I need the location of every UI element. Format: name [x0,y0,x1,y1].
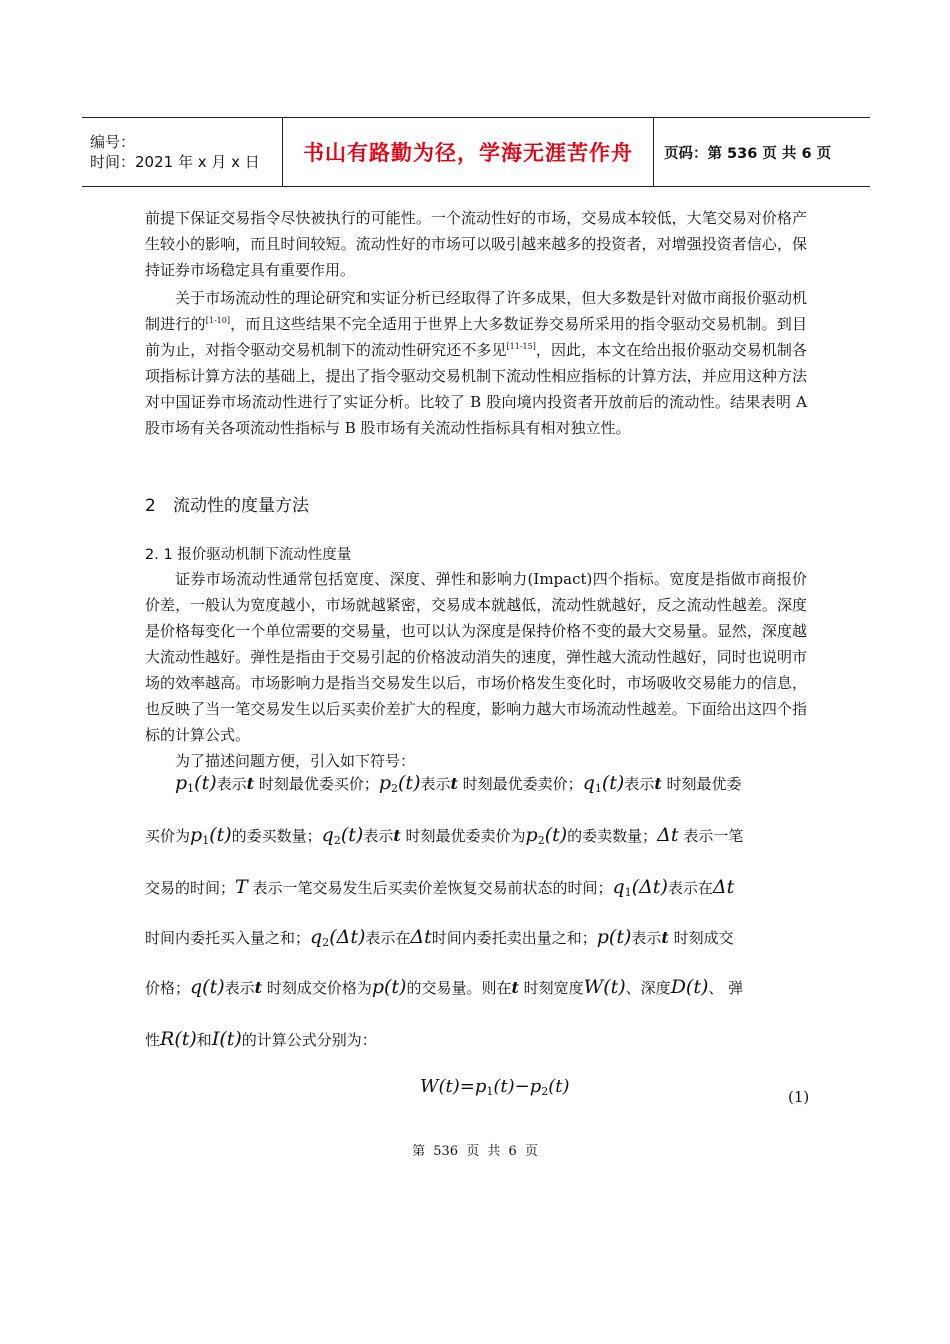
section-title: 流动性的度量方法 [173,496,309,516]
time-label: 时间：2021 年 x 月 x 日 [90,153,260,171]
number-label: 编号： [90,133,136,151]
math-q1t: $q_1(t)$ [582,772,625,795]
header-motto: 书山有路勤为径，学海无涯苦作舟 [282,118,654,186]
symbol-line-5: 价格；q(t)表示t 时刻成交价格为p(t)的交易量。则在t 时刻宽度W(t)、深度D(t)、 弹 [145,976,744,998]
citation-1-10: [1-10] [205,316,230,325]
math-p1t: $p_1(t)$ [175,772,217,795]
page-header [82,117,870,187]
equation-1: $W(t)=p_1(t)-p_2(t)$ [420,1076,570,1098]
section-heading [145,491,309,516]
header-info [82,118,282,186]
paragraph-2-c: ，因此，本文在给出报价驱动交易机制各项指标计算方法的基础上，提出了指令驱动交易机制下流动性相应指标的计算方法，并应用这种方法对中国证券市场流动性进行了实证分析。比较了 B 股向境内投资者开放前后的流动性。结果表明 A 股市场有关各项流动性指标与 B 股市场有关流动性指标具有相对独立性。 [145,341,807,437]
paragraph-2-a: 关于市场流动性的理论研究和实证分析已经取得了许多成果，但大多数是针对做市商报价驱动机制进行的 [145,289,807,333]
symbol-line-4: 时间内委托买入量之和；$q_2(\Delta t)$表示在Δt时间内委托卖出量之和；p(t)表示t 时刻成交 [145,926,734,949]
header-page-label: 页码：第 536 页 共 6 页 [664,145,832,162]
math-p2t: $p_2(t)$ [378,772,421,795]
symbol-line-3: 交易的时间；T 表示一笔交易发生后买卖价差恢复交易前状态的时间；$q_1(\Delta t)$表示在Δt [145,876,735,899]
subsection-heading: 2. 1 报价驱动机制下流动性度量 [145,547,352,563]
paragraph-4: 为了描述问题方便，引入如下符号： [175,752,416,770]
section-number: 2 [145,496,156,516]
page-footer: 第 536 页 共 6 页 [412,1144,538,1159]
symbol-line-1: $p_1(t)$表示t 时刻最优委买价；$p_2(t)$表示t 时刻最优委卖价；$q_1(t)$表示t 时刻最优委 [175,772,742,795]
equation-number: (1) [788,1088,810,1106]
paragraph-3: 证券市场流动性通常包括宽度、深度、弹性和影响力(Impact)四个指标。宽度是指做市商报价价差，一般认为宽度越小，市场就越紧密，交易成本就越低，流动性就越好，反之流动性越差。深度是价格每变化一个单位需要的交易量，也可以认为深度是保持价格不变的最大交易量。显然，深度越大流动性越好。弹性是指由于交易引起的价格波动消失的速度，弹性越大流动性越好，同时也说明市场的效率越高。市场影响力是指当交易发生以后，市场价格发生变化时，市场吸收交易能力的信息，也反映了当一笔交易发生以后买卖价差扩大的程度，影响力越大市场流动性越差。下面给出这四个指标的计算公式。 [145,570,807,744]
paragraph-2-b: ，而且这些结果不完全适用于世界上大多数证券交易所采用的指令驱动交易机制。到目前为止，对指令驱动交易机制下的流动性研究还不多见 [145,315,807,359]
symbol-line-2: 买价为$p_1(t)$的委买数量；$q_2(t)$表示t 时刻最优委卖价为$p_2(t)$的委卖数量；Δt 表示一笔 [145,824,744,847]
paragraph-2 [145,285,807,441]
paragraph-1: 前提下保证交易指令尽快被执行的可能性。一个流动性好的市场，交易成本较低，大笔交易对价格产生较小的影响，而且时间较短。流动性好的市场可以吸引越来越多的投资者，对增强投资者信心，保持证券市场稳定具有重要作用。 [145,209,807,279]
symbol-line-6: 性R(t)和I(t)的计算公式分别为： [145,1028,377,1050]
citation-11-15: [11-15] [506,342,536,351]
